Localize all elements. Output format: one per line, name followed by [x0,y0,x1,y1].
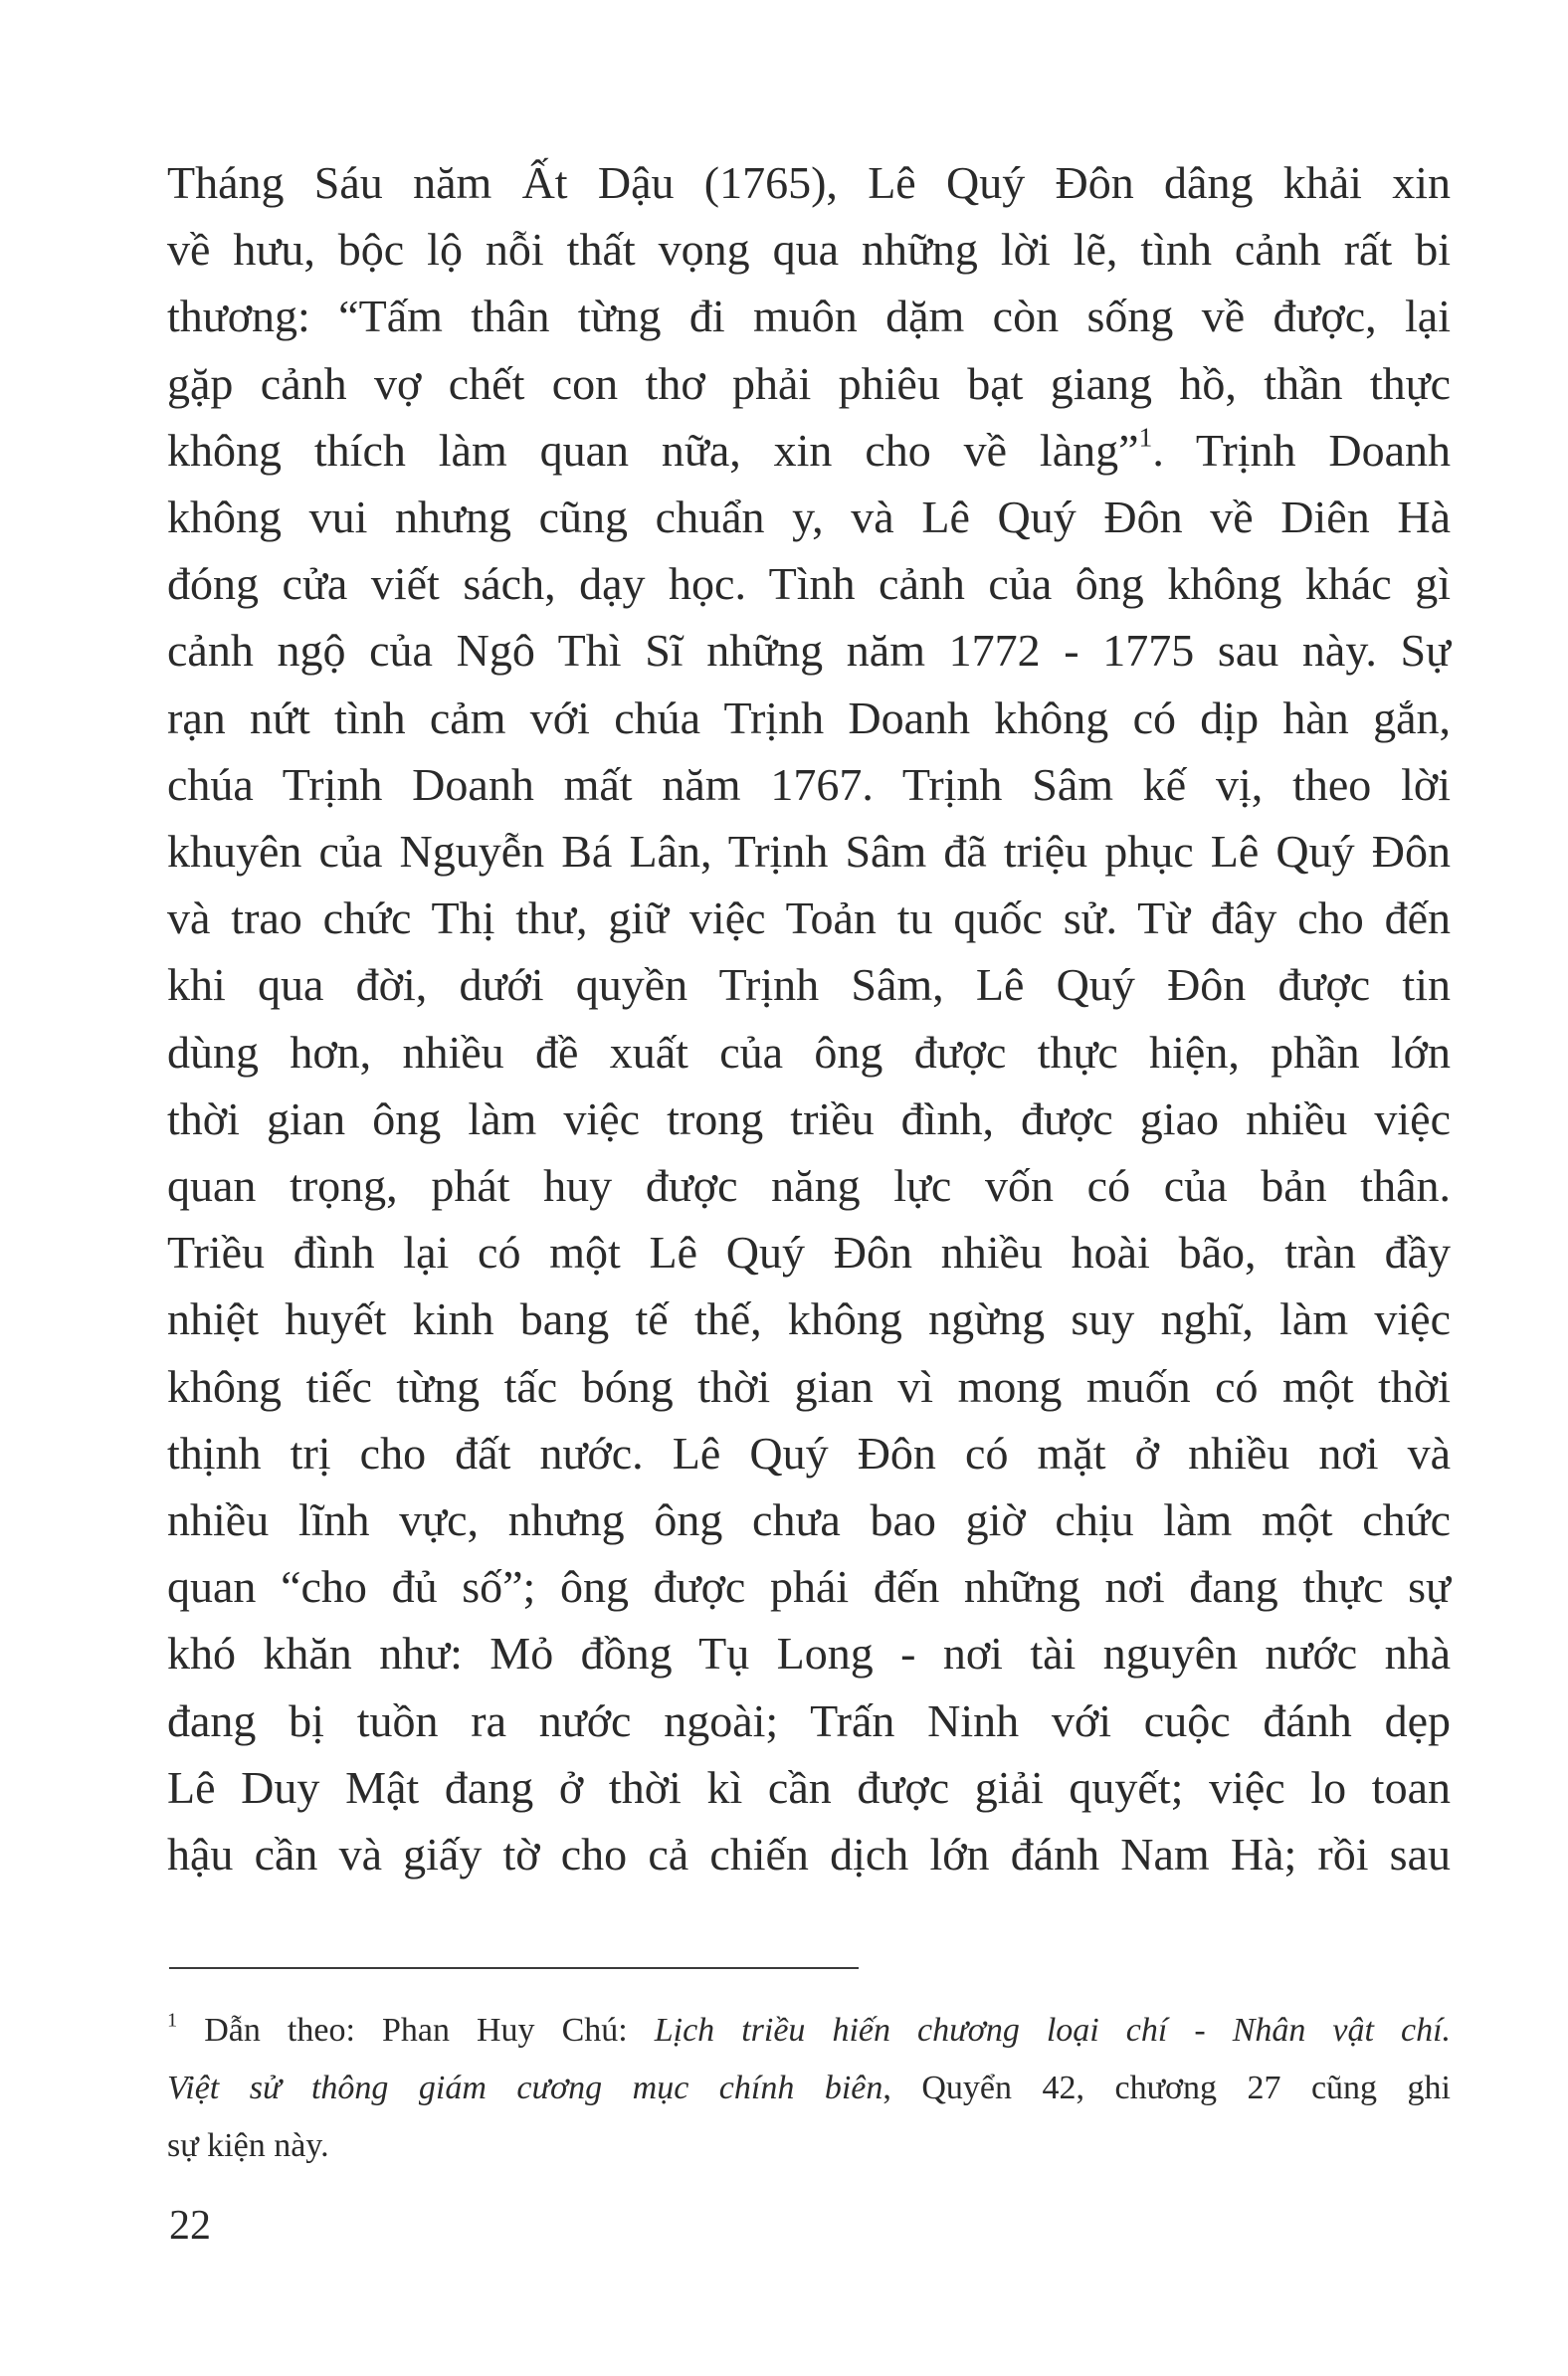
text-line: thời gian ông làm việc trong triều đình, được giao nhiều việc [167,1092,1451,1144]
footnote-line: sự kiện này. [167,2127,329,2164]
text-line: Lê Duy Mật đang ở thời kì cần được giải quyết; việc lo toan [167,1761,1451,1813]
text-line: rạn nứt tình cảm với chúa Trịnh Doanh không có dịp hàn gắn, [167,692,1451,743]
footnote-book-title: Lịch triều hiến chương loại chí - Nhân vật chí. [654,2012,1452,2049]
text-line: cảnh ngộ của Ngô Thì Sĩ những năm 1772 - 1775 sau này. Sự [167,625,1451,677]
text-line: và trao chức Thị thư, giữ việc Toản tu quốc sử. Từ đây cho đến [167,892,1451,944]
text-line: không vui nhưng cũng chuẩn y, và Lê Quý Đôn về Diên Hà [167,492,1451,543]
main-paragraph [167,149,1451,1887]
footnote-text: , Quyển 42, chương 27 cũng ghi [882,2070,1451,2106]
text-line: khi qua đời, dưới quyền Trịnh Sâm, Lê Quý Đôn được tin [167,959,1451,1011]
text-line: Triều đình lại có một Lê Quý Đôn nhiều hoài bão, tràn đầy [167,1227,1451,1279]
text-line-with-footnote-ref [167,417,1451,484]
text-line: quan trọng, phát huy được năng lực vốn có của bản thân. [167,1160,1451,1212]
footnote-reference[interactable]: 1 [1138,421,1153,453]
footnote-line [167,2002,1451,2060]
text-line: nhiệt huyết kinh bang tế thế, không ngừng suy nghĩ, làm việc [167,1293,1451,1345]
footnote-number: 1 [167,2009,178,2032]
text-line: không tiếc từng tấc bóng thời gian vì mong muốn có một thời [167,1360,1451,1412]
footnote-divider [169,1967,859,1969]
text-line: khuyên của Nguyễn Bá Lân, Trịnh Sâm đã triệu phục Lê Quý Đôn [167,826,1451,878]
footnote-line [167,2060,1451,2117]
page-number: 22 [169,2203,211,2249]
text-line: gặp cảnh vợ chết con thơ phải phiêu bạt giang hồ, thần thực [167,357,1451,409]
footnote-lead: Dẫn theo: Phan Huy Chú: [204,2012,655,2049]
text-line: đang bị tuồn ra nước ngoài; Trấn Ninh với cuộc đánh dẹp [167,1694,1451,1746]
text-line: dùng hơn, nhiều đề xuất của ông được thực hiện, phần lớn [167,1026,1451,1078]
text-line: chúa Trịnh Doanh mất năm 1767. Trịnh Sâm kế vị, theo lời [167,758,1451,810]
text-fragment: không thích làm quan nữa, xin cho về làng” [167,424,1139,476]
text-line: khó khăn như: Mỏ đồng Tụ Long - nơi tài nguyên nước nhà [167,1628,1451,1680]
text-line: quan “cho đủ số”; ông được phái đến những nơi đang thực sự [167,1561,1451,1613]
text-line: Tháng Sáu năm Ất Dậu (1765), Lê Quý Đôn dâng khải xin [167,157,1451,208]
text-line: thương: “Tấm thân từng đi muôn dặm còn sống về được, lại [167,291,1451,342]
footnote-book-title: Việt sử thông giám cương mục chính biên [167,2070,883,2106]
text-line: hậu cần và giấy tờ cho cả chiến dịch lớn đánh Nam Hà; rồi sau [167,1829,1451,1881]
text-line: về hưu, bộc lộ nỗi thất vọng qua những lời lẽ, tình cảnh rất bi [167,224,1451,276]
footnote [167,2002,1451,2175]
text-line: thịnh trị cho đất nước. Lê Quý Đôn có mặt ở nhiều nơi và [167,1427,1451,1479]
text-line: nhiều lĩnh vực, nhưng ông chưa bao giờ chịu làm một chức [167,1494,1451,1546]
text-fragment: . Trịnh Doanh [1152,424,1452,476]
text-line: đóng cửa viết sách, dạy học. Tình cảnh của ông không khác gì [167,558,1451,610]
